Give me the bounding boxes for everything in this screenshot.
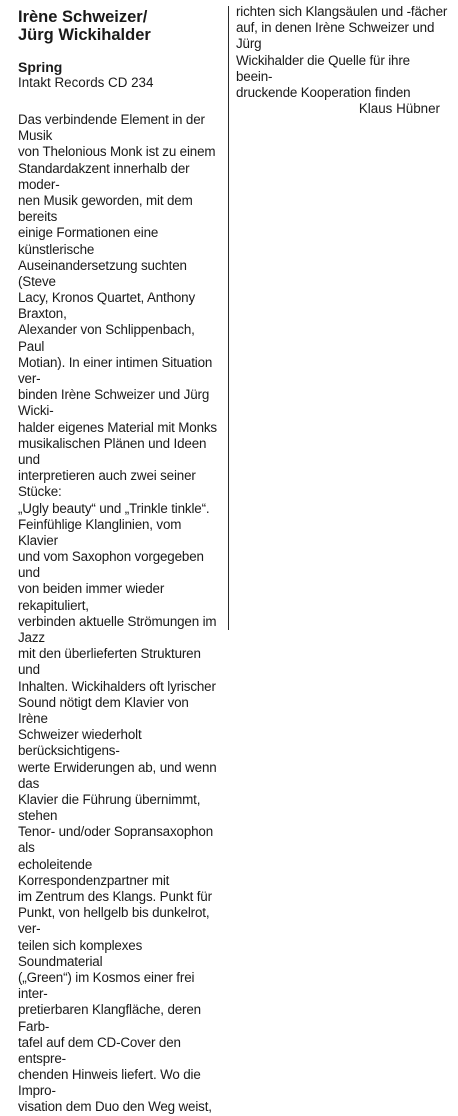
column-divider (228, 6, 229, 630)
right-column (236, 4, 448, 117)
album-title: Spring (18, 59, 63, 75)
review-author: Klaus Hübner (358, 101, 440, 117)
review-body-left: Das verbindende Element in der Musik von Thelonious Monk ist zu einem Standardakzent innerhalb der moder- nen Musik geworden, mit dem bereits einige Formationen eine künstlerische Auseinandersetzung suchten (Steve Lacy, Kronos Quartet, Anthony Braxton, Alexander von Schlippenbach, Paul Motian). In einer intimen Situation ver- binden Irène Schweizer und Jürg Wicki- halder eigenes Material mit Monks musikalischen Plänen und Ideen und interpretieren auch zwei seiner Stücke: „Ugly beauty“ und „Trinkle tinkle“. Feinfühlige Klanglinien, vom Klavier und vom Saxophon vorgegeben und von beiden immer wieder rekapituliert, verbinden aktuelle Strömungen im Jazz mit den überlieferten Strukturen und Inhalten. Wickihalders oft lyrischer Sound nötigt dem Klavier von Irène Schweizer wiederholt berücksichtigens- werte Erwiderungen ab, und wenn das Klavier die Führung übernimmt, stehen Tenor- und/oder Sopransaxophon als echoleitende Korrespondenzpartner mit im Zentrum des Klangs. Punkt für Punkt, von hellgelb bis dunkelrot, ver- teilen sich komplexes Soundmaterial („Green“) im Kosmos einer frei inter- pretierbaren Klangfläche, deren Farb- tafel auf dem CD-Cover den entspre- chenden Hinweis liefert. Wo die Impro- visation dem Duo den Weg weist, (18, 112, 217, 1115)
left-column (18, 8, 222, 1116)
artist-heading: Irène Schweizer/ Jürg Wickihalder (18, 8, 151, 44)
review-body-right: richten sich Klangsäulen und -fächer auf, in denen Irène Schweizer und Jürg Wickihalder die Quelle für ihre beein- druckende Kooperation finden (236, 4, 448, 100)
record-label: Intakt Records CD 234 (18, 75, 154, 90)
